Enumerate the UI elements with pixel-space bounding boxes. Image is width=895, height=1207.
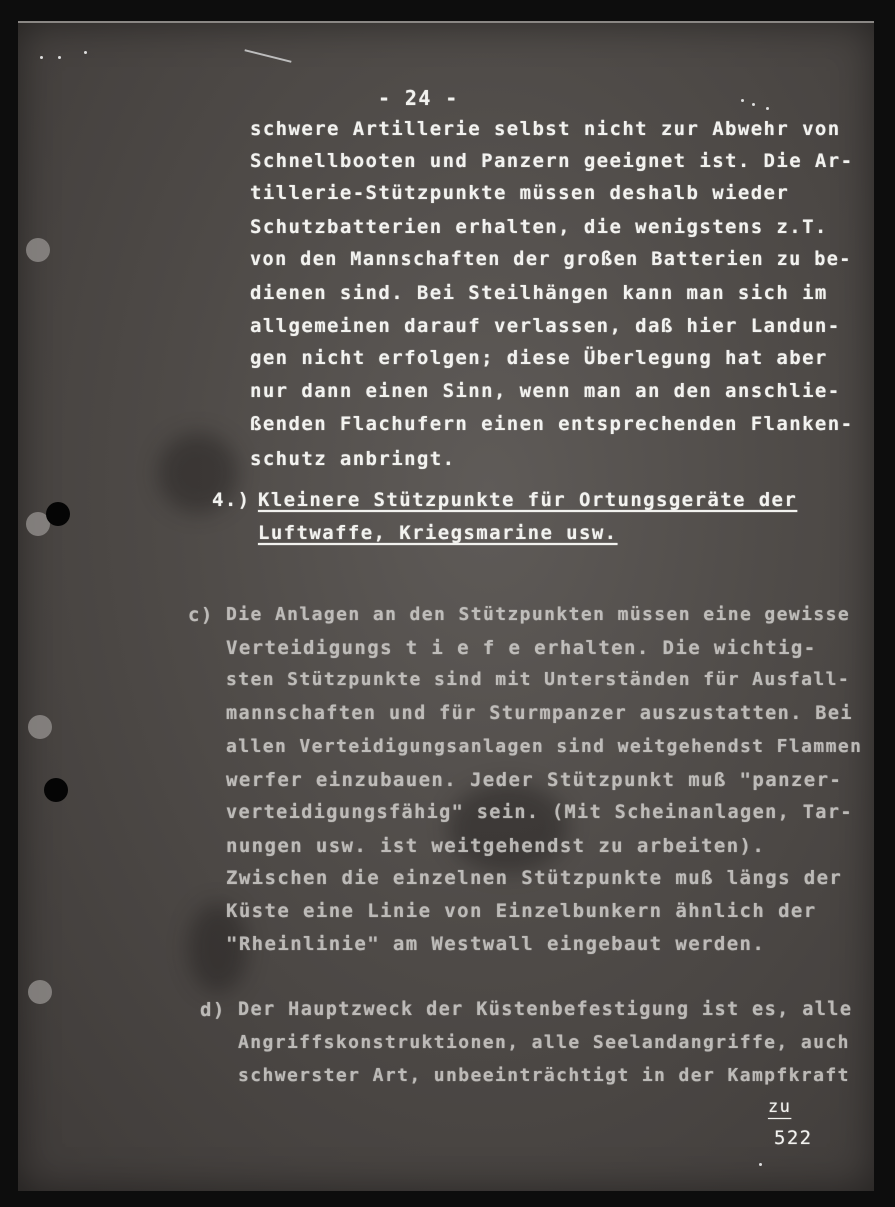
speck [84, 51, 87, 54]
speck [741, 99, 744, 102]
punch-hole [28, 980, 52, 1004]
punch-hole [28, 715, 52, 739]
text-line: verteidigungsfähig" sein. (Mit Scheinanlagen, Tar- [226, 802, 853, 823]
text-line: "Rheinlinie" am Westwall eingebaut werden. [226, 933, 766, 955]
text-line: schwere Artillerie selbst nicht zur Abwehr von [250, 118, 841, 140]
text-line: werfer einzubauen. Jeder Stützpunkt muß "panzer- [226, 769, 843, 791]
reference-number: 522 [774, 1127, 813, 1149]
text-line: dienen sind. Bei Steilhängen kann man sich im [250, 282, 828, 304]
continuation-note: zu [768, 1097, 792, 1117]
text-line: gen nicht erfolgen; diese Überlegung hat aber [250, 347, 828, 369]
punch-hole [46, 502, 70, 526]
text-line: Angriffskonstruktionen, alle Seelandangriffe, auch [238, 1032, 850, 1053]
scratch-mark [244, 49, 291, 63]
speck [766, 107, 769, 110]
text-line: allgemeinen darauf verlassen, daß hier Landun- [250, 315, 841, 337]
text-line: Der Hauptzweck der Küstenbefestigung ist es, alle [238, 999, 853, 1020]
item-heading-line: Kleinere Stützpunkte für Ortungsgeräte der [258, 489, 798, 511]
text-line: schutz anbringt. [250, 448, 456, 470]
punch-hole [26, 238, 50, 262]
text-line: Küste eine Linie von Einzelbunkern ähnlich der [226, 900, 817, 922]
text-line: von den Mannschaften der großen Batterien zu be- [250, 249, 852, 270]
text-line: allen Verteidigungsanlagen sind weitgehendst Flammen [226, 736, 863, 757]
section-marker: c) [188, 604, 214, 626]
text-line: ßenden Flachufern einen entsprechenden Flanken- [250, 413, 854, 435]
section-marker: d) [200, 999, 226, 1021]
text-line: Die Anlagen an den Stützpunkten müssen eine gewisse [226, 604, 851, 625]
text-line: tillerie-Stützpunkte müssen deshalb wieder [250, 182, 790, 204]
text-line: nur dann einen Sinn, wenn man an den anschlie- [250, 380, 841, 402]
text-line: Zwischen die einzelnen Stützpunkte muß längs der [226, 867, 843, 889]
text-line: Verteidigungs t i e f e erhalten. Die wichtig- [226, 637, 817, 659]
stain [448, 783, 568, 873]
text-line: sten Stützpunkte sind mit Unterständen für Ausfall- [226, 669, 851, 690]
punch-hole [44, 778, 68, 802]
speck [752, 103, 755, 106]
text-line: mannschaften und für Sturmpanzer auszustatten. Bei [226, 703, 853, 724]
text-line: Schutzbatterien erhalten, die wenigstens z.T. [250, 216, 828, 238]
speck [759, 1163, 762, 1166]
speck [58, 56, 61, 59]
text-line: schwerster Art, unbeeinträchtigt in der Kampfkraft [238, 1065, 850, 1086]
text-line: nungen usw. ist weitgehendst zu arbeiten). [226, 835, 766, 857]
speck [40, 56, 43, 59]
list-marker: 4.) [212, 489, 251, 511]
item-heading-line: Luftwaffe, Kriegsmarine usw. [258, 522, 618, 544]
text-line: Schnellbooten und Panzern geeignet ist. Die Ar- [250, 150, 854, 172]
page-number: - 24 - [378, 86, 459, 110]
